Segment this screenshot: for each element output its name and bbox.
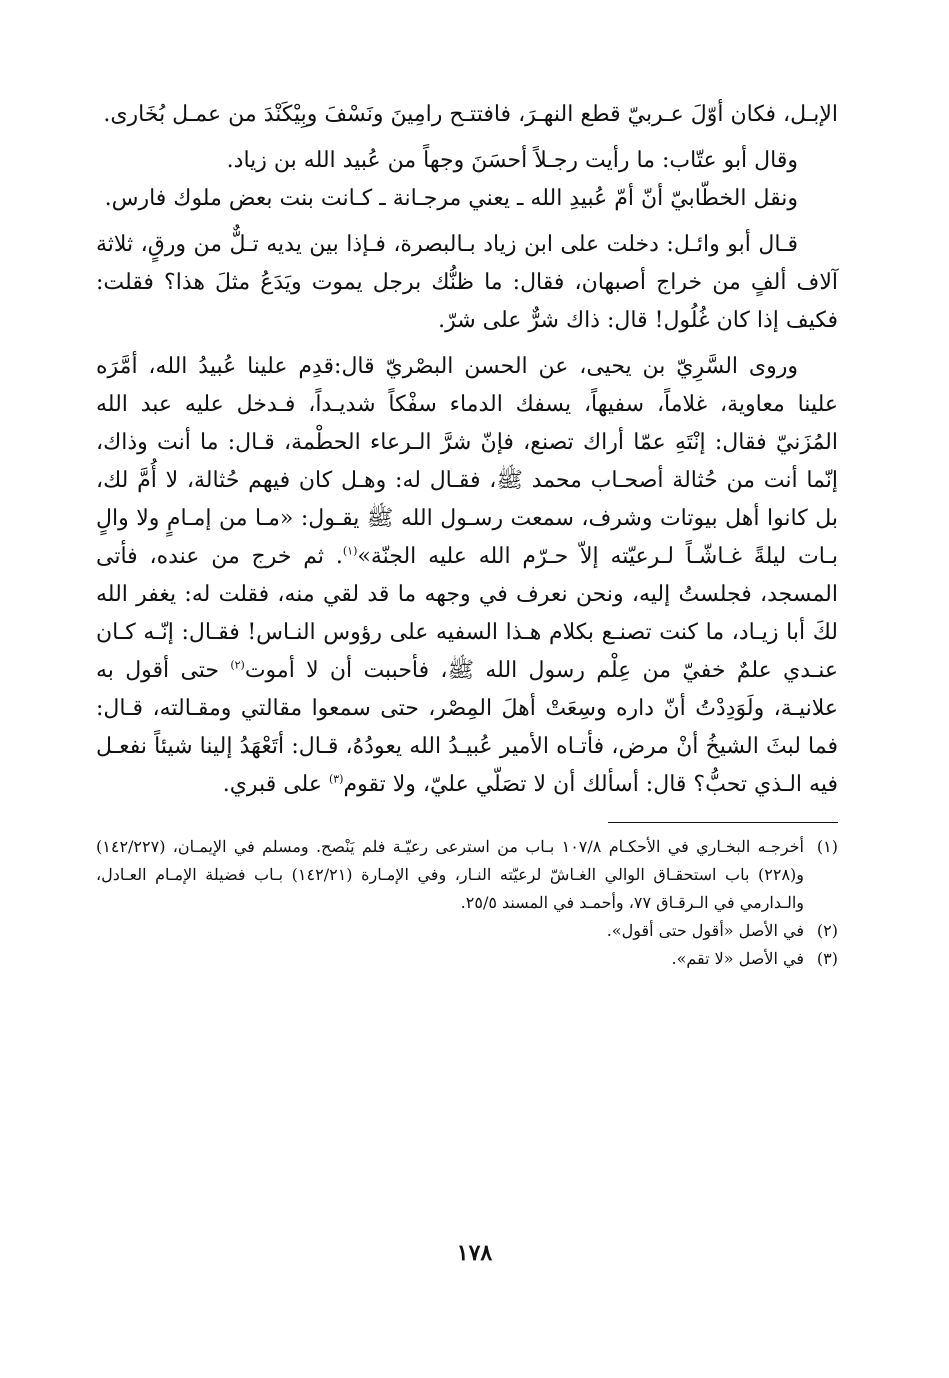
paragraph-5-part-3: حتى أقول به علانيـة، ولَوَدِدْتُ أنّ داره وسِعَتْ أهلَ المِصْر، حتى سمعوا مقالتي ومقـالته، قـال: فما لبثَ الشيخُ أنْ مرض، فأتـاه الأمير عُبيـدُ الله يعودُهُ، قـال: أتَعْهَدُ إلينا شيئاً نفعـل فيه الـذي تحبُّ؟ قال: أسألك أن لا تصَلّي عليّ، ولا تقوم <box>96 658 838 797</box>
footnote-separator <box>608 822 838 823</box>
footnote-1 <box>96 833 838 917</box>
paragraph-4: قـال أبو وائـل: دخلت على ابن زياد بـالبصرة، فـإذا بين يديه تـلٌّ من ورقٍ، ثلاثة آلاف ألفٍ من خراج أصبهان، فقال: ما ظنُّك برجل يموت ويَدَعُ مثلَ هذا؟ فقلت: فكيف إذا كان غُلُول! قال: ذاك شرٌّ على شرّ. <box>96 232 838 333</box>
paragraph-5-part-1: وروى السَّرِيّ بن يحيى، عن الحسن البصْريّ قال:قدِم علينا عُبيدُ الله، أمَّرَه علينا معاوية، غلاماً، سفيهاً، يسفك الدماء سفْكاً شديـداً، فـدخل عليه عبد الله المُزَنيّ فقال: إنْتَهِ عمّا أراك تصنع، فإنّ شرَّ الـرعاء الحطْمة، قـال: ما أنت وذاك، إنّما أنت من حُثالة أصحـاب محمد ﷺ، فقـال له: وهـل كان فيهم حُثالة، لا أُمَّ لك، بل كانوا أهل بيوتات وشرف، سمعت رسـول الله ﷺ يقـول: «مـا من إمـامٍ ولا والٍ بـات ليلةً غـاشّـاً لـرعيّته إلاّ حـرّم الله عليه الجنّة» <box>96 354 838 569</box>
footnotes <box>96 833 838 973</box>
footnote-ref-3[interactable]: (٣) <box>328 772 344 786</box>
page-body <box>96 96 838 973</box>
footnote-ref-2[interactable]: (٢) <box>230 658 245 672</box>
paragraph-2: وقال أبو عتّاب: ما رأيت رجـلاً أحسَنَ وجهاً من عُبيد الله بن زياد. <box>226 148 798 173</box>
footnote-3 <box>96 945 838 973</box>
footnote-text: في الأصل «لا تقم». <box>671 949 804 968</box>
paragraph-5-part-2: . ثم خرج من عنده، فأتى المسجد، فجلستُ إليه، ونحن نعرف في وجهه ما قد لقي منه، فقلت له: يغفر الله لكَ أبا زيـاد، ما كنت تصنـع بكلام هـذا السفيه على رؤوس النـاس! فقـال: إنّـه كـان عنـدي علمٌ خفيّ من عِلْم رسول الله ﷺ، فأحببت أن لا أموت <box>96 544 839 683</box>
footnote-2 <box>96 917 838 945</box>
paragraph-5 <box>96 348 838 804</box>
footnote-number: (٢) <box>816 921 838 940</box>
footnote-ref-1[interactable]: (١) <box>342 544 358 558</box>
footnote-number: (٣) <box>816 949 838 968</box>
paragraph-3: ونقل الخطّابيّ أنّ أمّ عُبيدِ الله ـ يعني مرجـانة ـ كـانت بنت بعض ملوك فارس. <box>104 186 798 211</box>
footnote-text: أخرجـه البخـاري في الأحكـام ١٠٧/٨ بـاب من استرعى رعيّـة فلم يَنْصح. ومسلم في الإيمـان، (١٤٢/٢٢٧) و(٢٢٨) باب استحقـاق الوالي الغـاشّ لرعيّته النـار، وفي الإمـارة (١٤٢/٢١) بـاب فضيلة الإمـام العـادل، والـدارمي في الـرقـاق ٧٧، وأحمـد في المسند ٢٥/٥. <box>96 837 805 912</box>
paragraph-5-part-4: على قبري. <box>222 772 329 797</box>
footnote-number: (١) <box>816 837 838 856</box>
paragraph-1: الإبـل، فكان أوّلَ عـربيّ قطع النهـرَ، فافتتـح رامِينَ ونَسْفَ وبِيْكَنْدَ من عمـل بُخَارى. <box>103 102 838 127</box>
footnote-text: في الأصل «أقول حتى أقول». <box>606 921 804 940</box>
page-number: ١٧٨ <box>456 1240 493 1266</box>
